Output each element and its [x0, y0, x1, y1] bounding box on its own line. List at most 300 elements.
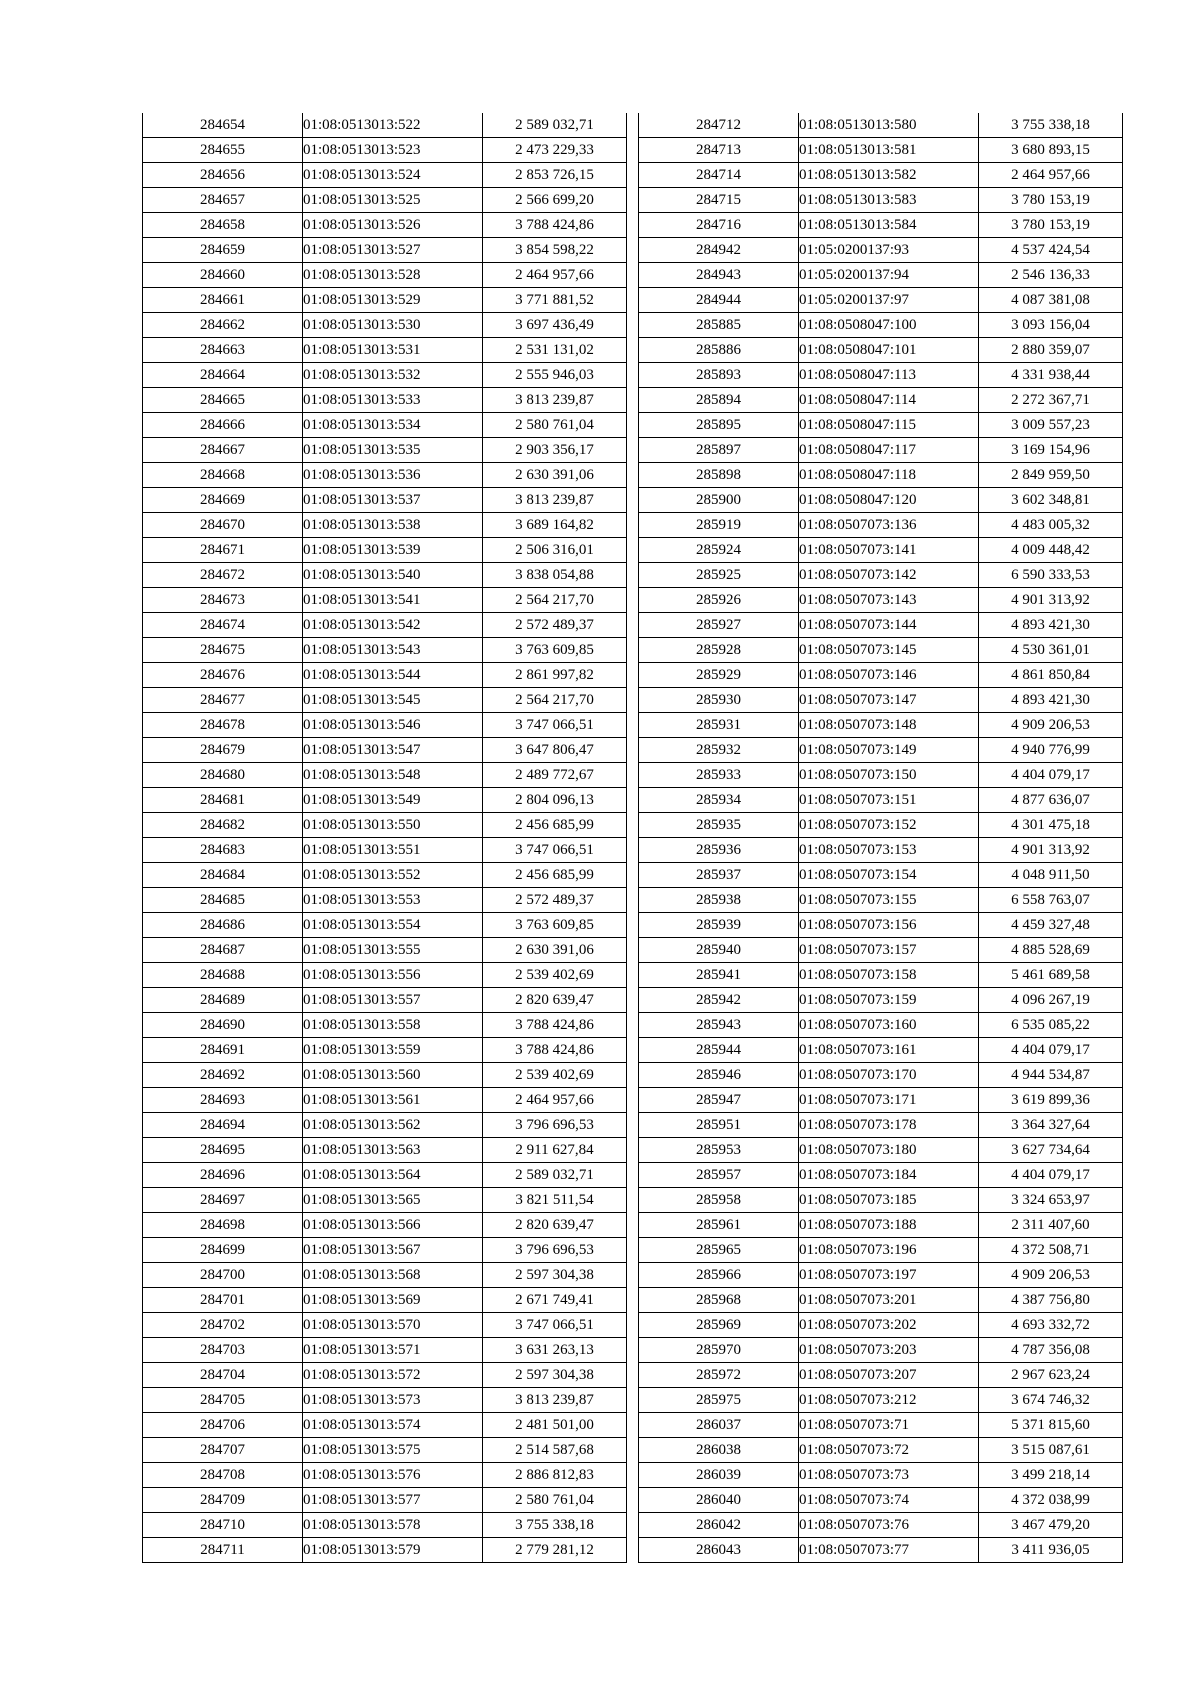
row-number-cell: 284675: [143, 638, 303, 663]
cadastral-value-cell: 2 804 096,13: [483, 788, 627, 813]
row-number-cell: 285969: [639, 1313, 799, 1338]
cadastral-number-cell: 01:08:0513013:559: [303, 1038, 483, 1063]
cadastral-number-cell: 01:08:0513013:538: [303, 513, 483, 538]
row-number-cell: 284672: [143, 563, 303, 588]
cadastral-value-cell: 2 597 304,38: [483, 1363, 627, 1388]
table-row: [143, 1288, 627, 1313]
table-row: [143, 1088, 627, 1113]
table-row: [639, 713, 1123, 738]
cadastral-number-cell: 01:08:0513013:566: [303, 1213, 483, 1238]
cadastral-value-cell: 4 087 381,08: [979, 288, 1123, 313]
cadastral-value-cell: 3 763 609,85: [483, 638, 627, 663]
row-number-cell: 285886: [639, 338, 799, 363]
table-row: [639, 863, 1123, 888]
row-number-cell: 284704: [143, 1363, 303, 1388]
cadastral-value-cell: 3 813 239,87: [483, 388, 627, 413]
cadastral-value-cell: 4 372 508,71: [979, 1238, 1123, 1263]
cadastral-number-cell: 01:08:0507073:76: [799, 1513, 979, 1538]
table-row: [639, 213, 1123, 238]
cadastral-number-cell: 01:08:0507073:147: [799, 688, 979, 713]
cadastral-value-cell: 4 877 636,07: [979, 788, 1123, 813]
cadastral-value-cell: 3 680 893,15: [979, 138, 1123, 163]
row-number-cell: 284686: [143, 913, 303, 938]
cadastral-value-cell: 2 903 356,17: [483, 438, 627, 463]
table-row: [639, 788, 1123, 813]
cadastral-number-cell: 01:08:0513013:547: [303, 738, 483, 763]
row-number-cell: 285972: [639, 1363, 799, 1388]
row-number-cell: 284712: [639, 113, 799, 138]
table-row: [143, 638, 627, 663]
cadastral-number-cell: 01:08:0513013:558: [303, 1013, 483, 1038]
table-row: [639, 738, 1123, 763]
table-row: [143, 188, 627, 213]
table-body: [639, 113, 1123, 1563]
row-number-cell: 284662: [143, 313, 303, 338]
table-row: [143, 138, 627, 163]
row-number-cell: 285968: [639, 1288, 799, 1313]
table-row: [143, 1388, 627, 1413]
table-row: [143, 288, 627, 313]
table-row: [143, 538, 627, 563]
table-row: [143, 1138, 627, 1163]
table-row: [639, 888, 1123, 913]
cadastral-value-cell: 2 572 489,37: [483, 888, 627, 913]
cadastral-number-cell: 01:08:0513013:567: [303, 1238, 483, 1263]
cadastral-value-cell: 2 539 402,69: [483, 1063, 627, 1088]
row-number-cell: 284692: [143, 1063, 303, 1088]
table-row: [143, 338, 627, 363]
cadastral-value-cell: 2 506 316,01: [483, 538, 627, 563]
cadastral-value-cell: 2 572 489,37: [483, 613, 627, 638]
cadastral-number-cell: 01:08:0507073:178: [799, 1113, 979, 1138]
cadastral-number-cell: 01:08:0513013:523: [303, 138, 483, 163]
cadastral-number-cell: 01:08:0507073:146: [799, 663, 979, 688]
row-number-cell: 285953: [639, 1138, 799, 1163]
row-number-cell: 284696: [143, 1163, 303, 1188]
cadastral-value-cell: 4 404 079,17: [979, 1038, 1123, 1063]
cadastral-value-cell: 3 093 156,04: [979, 313, 1123, 338]
table-row: [639, 1463, 1123, 1488]
row-number-cell: 284700: [143, 1263, 303, 1288]
row-number-cell: 285970: [639, 1338, 799, 1363]
table-row: [143, 1063, 627, 1088]
cadastral-value-cell: 2 564 217,70: [483, 688, 627, 713]
cadastral-value-cell: 3 813 239,87: [483, 488, 627, 513]
cadastral-number-cell: 01:08:0513013:562: [303, 1113, 483, 1138]
cadastral-value-cell: 6 558 763,07: [979, 888, 1123, 913]
row-number-cell: 284716: [639, 213, 799, 238]
row-number-cell: 284685: [143, 888, 303, 913]
row-number-cell: 285958: [639, 1188, 799, 1213]
table-row: [143, 1263, 627, 1288]
row-number-cell: 285937: [639, 863, 799, 888]
cadastral-number-cell: 01:08:0513013:536: [303, 463, 483, 488]
table-row: [143, 438, 627, 463]
cadastral-number-cell: 01:08:0507073:170: [799, 1063, 979, 1088]
table-row: [639, 1338, 1123, 1363]
cadastral-value-cell: 6 590 333,53: [979, 563, 1123, 588]
cadastral-value-cell: 2 464 957,66: [979, 163, 1123, 188]
row-number-cell: 284693: [143, 1088, 303, 1113]
cadastral-number-cell: 01:08:0507073:145: [799, 638, 979, 663]
cadastral-value-cell: 3 602 348,81: [979, 488, 1123, 513]
cadastral-number-cell: 01:05:0200137:93: [799, 238, 979, 263]
cadastral-number-cell: 01:08:0507073:197: [799, 1263, 979, 1288]
cadastral-number-cell: 01:08:0507073:72: [799, 1438, 979, 1463]
table-row: [639, 1413, 1123, 1438]
row-number-cell: 285961: [639, 1213, 799, 1238]
cadastral-value-cell: 4 944 534,87: [979, 1063, 1123, 1088]
cadastral-number-cell: 01:08:0513013:524: [303, 163, 483, 188]
row-number-cell: 286042: [639, 1513, 799, 1538]
table-row: [143, 163, 627, 188]
cadastral-value-cell: 2 464 957,66: [483, 1088, 627, 1113]
cadastral-value-cell: 3 169 154,96: [979, 438, 1123, 463]
row-number-cell: 284673: [143, 588, 303, 613]
cadastral-number-cell: 01:08:0507073:152: [799, 813, 979, 838]
cadastral-value-cell: 3 788 424,86: [483, 1013, 627, 1038]
row-number-cell: 285943: [639, 1013, 799, 1038]
cadastral-value-cell: 4 048 911,50: [979, 863, 1123, 888]
table-row: [639, 613, 1123, 638]
table-row: [639, 1213, 1123, 1238]
cadastral-number-cell: 01:08:0513013:531: [303, 338, 483, 363]
row-number-cell: 284660: [143, 263, 303, 288]
cadastral-value-cell: 2 531 131,02: [483, 338, 627, 363]
cadastral-number-cell: 01:08:0513013:578: [303, 1513, 483, 1538]
table-row: [143, 113, 627, 138]
cadastral-number-cell: 01:08:0513013:534: [303, 413, 483, 438]
table-row: [143, 963, 627, 988]
cadastral-number-cell: 01:08:0513013:522: [303, 113, 483, 138]
table-row: [143, 463, 627, 488]
table-row: [143, 238, 627, 263]
table-row: [639, 663, 1123, 688]
cadastral-number-cell: 01:08:0507073:180: [799, 1138, 979, 1163]
cadastral-value-cell: 2 456 685,99: [483, 863, 627, 888]
cadastral-number-cell: 01:08:0508047:114: [799, 388, 979, 413]
cadastral-number-cell: 01:08:0507073:161: [799, 1038, 979, 1063]
cadastral-value-cell: 4 009 448,42: [979, 538, 1123, 563]
row-number-cell: 284668: [143, 463, 303, 488]
cadastral-value-cell: 3 009 557,23: [979, 413, 1123, 438]
table-row: [143, 1463, 627, 1488]
cadastral-value-cell: 4 331 938,44: [979, 363, 1123, 388]
cadastral-value-cell: 2 272 367,71: [979, 388, 1123, 413]
row-number-cell: 284666: [143, 413, 303, 438]
row-number-cell: 284659: [143, 238, 303, 263]
cadastral-number-cell: 01:08:0507073:188: [799, 1213, 979, 1238]
cadastral-number-cell: 01:08:0513013:563: [303, 1138, 483, 1163]
row-number-cell: 286040: [639, 1488, 799, 1513]
cadastral-number-cell: 01:08:0508047:118: [799, 463, 979, 488]
row-number-cell: 285897: [639, 438, 799, 463]
cadastral-number-cell: 01:05:0200137:97: [799, 288, 979, 313]
cadastral-value-cell: 2 671 749,41: [483, 1288, 627, 1313]
table-row: [639, 413, 1123, 438]
row-number-cell: 284691: [143, 1038, 303, 1063]
row-number-cell: 285944: [639, 1038, 799, 1063]
row-number-cell: 285927: [639, 613, 799, 638]
cadastral-value-cell: 3 619 899,36: [979, 1088, 1123, 1113]
cadastral-number-cell: 01:08:0513013:570: [303, 1313, 483, 1338]
cadastral-value-cell: 3 796 696,53: [483, 1113, 627, 1138]
cadastral-number-cell: 01:08:0513013:571: [303, 1338, 483, 1363]
table-row: [639, 463, 1123, 488]
cadastral-number-cell: 01:08:0507073:155: [799, 888, 979, 913]
row-number-cell: 285929: [639, 663, 799, 688]
table-row: [639, 1113, 1123, 1138]
row-number-cell: 284661: [143, 288, 303, 313]
cadastral-value-cell: 2 853 726,15: [483, 163, 627, 188]
cadastral-number-cell: 01:08:0513013:549: [303, 788, 483, 813]
cadastral-value-cell: 2 456 685,99: [483, 813, 627, 838]
row-number-cell: 285894: [639, 388, 799, 413]
cadastral-number-cell: 01:08:0513013:556: [303, 963, 483, 988]
table-row: [639, 338, 1123, 363]
table-row: [639, 138, 1123, 163]
cadastral-value-cell: 3 788 424,86: [483, 1038, 627, 1063]
cadastral-number-cell: 01:08:0513013:584: [799, 213, 979, 238]
cadastral-number-cell: 01:08:0507073:77: [799, 1538, 979, 1563]
table-row: [143, 1013, 627, 1038]
cadastral-number-cell: 01:08:0513013:579: [303, 1538, 483, 1563]
row-number-cell: 285926: [639, 588, 799, 613]
row-number-cell: 285957: [639, 1163, 799, 1188]
table-row: [143, 1413, 627, 1438]
cadastral-value-cell: 4 459 327,48: [979, 913, 1123, 938]
table-row: [639, 763, 1123, 788]
table-row: [143, 863, 627, 888]
row-number-cell: 285893: [639, 363, 799, 388]
row-number-cell: 284655: [143, 138, 303, 163]
cadastral-number-cell: 01:08:0513013:541: [303, 588, 483, 613]
table-row: [639, 1088, 1123, 1113]
row-number-cell: 285928: [639, 638, 799, 663]
cadastral-value-cell: 4 372 038,99: [979, 1488, 1123, 1513]
table-row: [143, 663, 627, 688]
cadastral-value-cell: 3 821 511,54: [483, 1188, 627, 1213]
row-number-cell: 285975: [639, 1388, 799, 1413]
cadastral-number-cell: 01:08:0513013:546: [303, 713, 483, 738]
cadastral-value-cell: 3 499 218,14: [979, 1463, 1123, 1488]
cadastral-value-cell: 2 555 946,03: [483, 363, 627, 388]
row-number-cell: 284681: [143, 788, 303, 813]
row-number-cell: 285946: [639, 1063, 799, 1088]
row-number-cell: 284667: [143, 438, 303, 463]
table-row: [143, 1338, 627, 1363]
cadastral-value-cell: 3 411 936,05: [979, 1538, 1123, 1563]
row-number-cell: 285941: [639, 963, 799, 988]
cadastral-value-cell: 4 404 079,17: [979, 1163, 1123, 1188]
cadastral-number-cell: 01:08:0507073:203: [799, 1338, 979, 1363]
cadastral-value-cell: 4 404 079,17: [979, 763, 1123, 788]
cadastral-value-cell: 2 580 761,04: [483, 1488, 627, 1513]
row-number-cell: 285931: [639, 713, 799, 738]
cadastral-value-cell: 3 763 609,85: [483, 913, 627, 938]
row-number-cell: 284683: [143, 838, 303, 863]
cadastral-number-cell: 01:08:0507073:73: [799, 1463, 979, 1488]
row-number-cell: 284677: [143, 688, 303, 713]
row-number-cell: 284942: [639, 238, 799, 263]
table-row: [143, 363, 627, 388]
table-row: [639, 1288, 1123, 1313]
cadastral-table-left: [142, 113, 627, 1563]
cadastral-number-cell: 01:08:0513013:565: [303, 1188, 483, 1213]
table-row: [639, 113, 1123, 138]
cadastral-value-cell: 3 627 734,64: [979, 1138, 1123, 1163]
cadastral-number-cell: 01:08:0513013:550: [303, 813, 483, 838]
row-number-cell: 286039: [639, 1463, 799, 1488]
table-row: [143, 513, 627, 538]
table-row: [143, 688, 627, 713]
cadastral-number-cell: 01:08:0513013:554: [303, 913, 483, 938]
cadastral-number-cell: 01:08:0513013:542: [303, 613, 483, 638]
row-number-cell: 285885: [639, 313, 799, 338]
cadastral-number-cell: 01:08:0507073:149: [799, 738, 979, 763]
cadastral-value-cell: 2 630 391,06: [483, 938, 627, 963]
table-row: [639, 388, 1123, 413]
cadastral-value-cell: 2 886 812,83: [483, 1463, 627, 1488]
cadastral-number-cell: 01:08:0507073:201: [799, 1288, 979, 1313]
cadastral-number-cell: 01:08:0507073:184: [799, 1163, 979, 1188]
cadastral-number-cell: 01:08:0513013:575: [303, 1438, 483, 1463]
row-number-cell: 284656: [143, 163, 303, 188]
cadastral-table-right: [638, 113, 1123, 1563]
row-number-cell: 285942: [639, 988, 799, 1013]
table-row: [143, 1313, 627, 1338]
cadastral-value-cell: 4 885 528,69: [979, 938, 1123, 963]
row-number-cell: 286038: [639, 1438, 799, 1463]
row-number-cell: 285966: [639, 1263, 799, 1288]
row-number-cell: 284709: [143, 1488, 303, 1513]
table-row: [639, 938, 1123, 963]
cadastral-number-cell: 01:08:0513013:552: [303, 863, 483, 888]
cadastral-number-cell: 01:08:0513013:535: [303, 438, 483, 463]
cadastral-number-cell: 01:08:0513013:568: [303, 1263, 483, 1288]
cadastral-value-cell: 2 311 407,60: [979, 1213, 1123, 1238]
cadastral-number-cell: 01:08:0507073:71: [799, 1413, 979, 1438]
table-row: [143, 838, 627, 863]
cadastral-value-cell: 3 796 696,53: [483, 1238, 627, 1263]
table-row: [143, 213, 627, 238]
cadastral-value-cell: 2 911 627,84: [483, 1138, 627, 1163]
cadastral-number-cell: 01:08:0507073:143: [799, 588, 979, 613]
cadastral-number-cell: 01:08:0507073:151: [799, 788, 979, 813]
cadastral-value-cell: 3 467 479,20: [979, 1513, 1123, 1538]
row-number-cell: 284670: [143, 513, 303, 538]
cadastral-value-cell: 2 820 639,47: [483, 1213, 627, 1238]
row-number-cell: 284678: [143, 713, 303, 738]
cadastral-value-cell: 2 473 229,33: [483, 138, 627, 163]
cadastral-value-cell: 3 747 066,51: [483, 838, 627, 863]
row-number-cell: 285936: [639, 838, 799, 863]
cadastral-value-cell: 3 364 327,64: [979, 1113, 1123, 1138]
cadastral-number-cell: 01:08:0513013:544: [303, 663, 483, 688]
row-number-cell: 284690: [143, 1013, 303, 1038]
cadastral-value-cell: 2 566 699,20: [483, 188, 627, 213]
cadastral-number-cell: 01:08:0507073:157: [799, 938, 979, 963]
table-row: [143, 613, 627, 638]
cadastral-number-cell: 01:08:0507073:185: [799, 1188, 979, 1213]
row-number-cell: 284665: [143, 388, 303, 413]
row-number-cell: 284687: [143, 938, 303, 963]
row-number-cell: 284697: [143, 1188, 303, 1213]
table-row: [143, 938, 627, 963]
cadastral-value-cell: 2 820 639,47: [483, 988, 627, 1013]
row-number-cell: 285938: [639, 888, 799, 913]
cadastral-number-cell: 01:08:0507073:153: [799, 838, 979, 863]
row-number-cell: 284698: [143, 1213, 303, 1238]
row-number-cell: 284701: [143, 1288, 303, 1313]
cadastral-number-cell: 01:08:0507073:74: [799, 1488, 979, 1513]
table-row: [143, 1188, 627, 1213]
row-number-cell: 284684: [143, 863, 303, 888]
cadastral-number-cell: 01:08:0513013:572: [303, 1363, 483, 1388]
cadastral-number-cell: 01:08:0513013:569: [303, 1288, 483, 1313]
cadastral-value-cell: 5 371 815,60: [979, 1413, 1123, 1438]
row-number-cell: 284669: [143, 488, 303, 513]
cadastral-value-cell: 3 747 066,51: [483, 713, 627, 738]
table-row: [143, 1488, 627, 1513]
cadastral-value-cell: 3 647 806,47: [483, 738, 627, 763]
table-row: [639, 438, 1123, 463]
cadastral-number-cell: 01:08:0513013:561: [303, 1088, 483, 1113]
cadastral-value-cell: 3 324 653,97: [979, 1188, 1123, 1213]
cadastral-number-cell: 01:08:0508047:120: [799, 488, 979, 513]
cadastral-value-cell: 2 630 391,06: [483, 463, 627, 488]
row-number-cell: 285898: [639, 463, 799, 488]
cadastral-value-cell: 2 539 402,69: [483, 963, 627, 988]
table-row: [639, 363, 1123, 388]
row-number-cell: 285924: [639, 538, 799, 563]
row-number-cell: 285919: [639, 513, 799, 538]
row-number-cell: 284671: [143, 538, 303, 563]
cadastral-value-cell: 3 697 436,49: [483, 313, 627, 338]
cadastral-number-cell: 01:08:0507073:136: [799, 513, 979, 538]
table-body: [143, 113, 627, 1563]
table-row: [143, 588, 627, 613]
table-row: [143, 813, 627, 838]
cadastral-number-cell: 01:08:0513013:564: [303, 1163, 483, 1188]
cadastral-value-cell: 3 674 746,32: [979, 1388, 1123, 1413]
row-number-cell: 284654: [143, 113, 303, 138]
cadastral-value-cell: 2 880 359,07: [979, 338, 1123, 363]
row-number-cell: 284674: [143, 613, 303, 638]
cadastral-number-cell: 01:08:0513013:539: [303, 538, 483, 563]
row-number-cell: 284680: [143, 763, 303, 788]
cadastral-value-cell: 6 535 085,22: [979, 1013, 1123, 1038]
row-number-cell: 285900: [639, 488, 799, 513]
cadastral-number-cell: 01:08:0513013:529: [303, 288, 483, 313]
cadastral-number-cell: 01:08:0507073:202: [799, 1313, 979, 1338]
table-row: [639, 1063, 1123, 1088]
cadastral-value-cell: 2 514 587,68: [483, 1438, 627, 1463]
table-row: [639, 1263, 1123, 1288]
cadastral-value-cell: 3 854 598,22: [483, 238, 627, 263]
cadastral-value-cell: 2 861 997,82: [483, 663, 627, 688]
cadastral-number-cell: 01:08:0513013:581: [799, 138, 979, 163]
row-number-cell: 284706: [143, 1413, 303, 1438]
row-number-cell: 285930: [639, 688, 799, 713]
cadastral-value-cell: 3 689 164,82: [483, 513, 627, 538]
table-row: [639, 313, 1123, 338]
cadastral-value-cell: 2 481 501,00: [483, 1413, 627, 1438]
cadastral-value-cell: 4 901 313,92: [979, 838, 1123, 863]
row-number-cell: 284679: [143, 738, 303, 763]
cadastral-number-cell: 01:08:0507073:171: [799, 1088, 979, 1113]
table-row: [639, 1038, 1123, 1063]
